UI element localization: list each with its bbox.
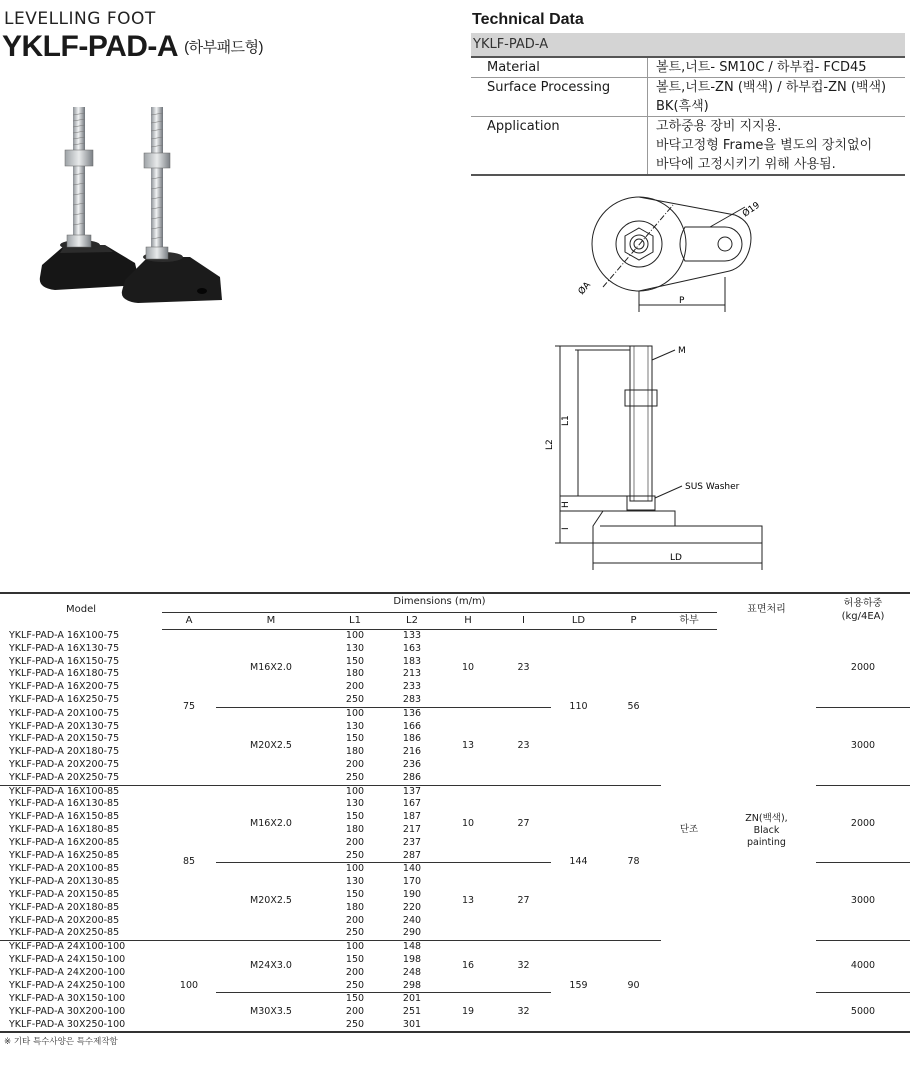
cell-p: 78 bbox=[606, 785, 661, 941]
col-l2: L2 bbox=[384, 613, 440, 630]
cell-l1: 150 bbox=[345, 733, 365, 745]
cell-p: 56 bbox=[606, 630, 661, 786]
td-value-surface: 볼트,너트-ZN (백색) / 하부컵-ZN (백색) BK(흑색) bbox=[648, 78, 906, 117]
cell-l2: 286 bbox=[402, 771, 422, 783]
col-h: H bbox=[440, 613, 496, 630]
dim-ld: LD bbox=[670, 553, 682, 563]
cell-a: 100 bbox=[162, 941, 216, 1032]
cell-l1: 200 bbox=[345, 758, 365, 770]
cell-l2: 213 bbox=[402, 668, 422, 680]
cell-load: 3000 bbox=[850, 895, 876, 907]
table-row bbox=[0, 630, 910, 643]
surface-line: ZN(백색), bbox=[745, 812, 788, 824]
cell-model: YKLF-PAD-A 20X130-85 bbox=[9, 876, 120, 888]
dim-l2: L2 bbox=[545, 439, 555, 450]
cell-model: YKLF-PAD-A 16X200-75 bbox=[9, 681, 120, 693]
cell-i: 23 bbox=[517, 739, 530, 751]
cell-model: YKLF-PAD-A 20X100-75 bbox=[9, 707, 120, 719]
dim-dia-19: Ø19 bbox=[740, 200, 762, 220]
cell-model: YKLF-PAD-A 16X150-85 bbox=[9, 811, 120, 823]
cell-l1: 250 bbox=[345, 927, 365, 939]
cell-i: 23 bbox=[496, 630, 551, 708]
cell-model: YKLF-PAD-A 20X200-75 bbox=[9, 758, 120, 770]
top-view-drawing bbox=[576, 187, 785, 322]
cell-model: YKLF-PAD-A 20X150-85 bbox=[9, 888, 120, 900]
cell-l2: 298 bbox=[384, 980, 440, 993]
cell-l1: 150 bbox=[345, 953, 365, 965]
cell-model: YKLF-PAD-A 20X100-85 bbox=[9, 863, 120, 875]
cell-m: M20X2.5 bbox=[250, 739, 292, 751]
cell-model: YKLF-PAD-A 20X180-85 bbox=[9, 901, 120, 913]
cell-m: M24X3.0 bbox=[216, 941, 326, 993]
cell-i: 32 bbox=[496, 941, 551, 993]
cell-l2: 251 bbox=[402, 1006, 422, 1018]
footnote: ※ 기타 특수사양은 특수제작함 bbox=[4, 1037, 118, 1047]
cell-l1: 200 bbox=[345, 914, 365, 926]
cell-l2: 217 bbox=[402, 823, 422, 835]
technical-data-heading: Technical Data bbox=[472, 11, 584, 28]
cell-l2: 190 bbox=[402, 888, 422, 900]
table-bottom-rule bbox=[0, 1031, 910, 1033]
dimension-table-body bbox=[0, 630, 910, 1032]
cell-l2: 287 bbox=[384, 850, 440, 863]
cell-l1: 150 bbox=[345, 888, 365, 900]
technical-data-model: YKLF-PAD-A bbox=[471, 33, 905, 57]
cell-model: YKLF-PAD-A 16X100-75 bbox=[9, 629, 120, 641]
cell-l2: 301 bbox=[402, 1018, 422, 1030]
cell-l2: 233 bbox=[402, 681, 422, 693]
cell-l2: 216 bbox=[402, 746, 422, 758]
cell-model: YKLF-PAD-A 16X250-75 bbox=[9, 694, 120, 706]
product-photo bbox=[30, 95, 230, 320]
cell-l1: 250 bbox=[326, 980, 384, 993]
col-p: P bbox=[606, 613, 661, 630]
cell-l1: 250 bbox=[345, 771, 365, 783]
col-dimensions: Dimensions (m/m) bbox=[162, 592, 717, 613]
cell-h: 13 bbox=[461, 739, 475, 751]
cell-ld: 144 bbox=[551, 785, 606, 941]
col-i: I bbox=[496, 613, 551, 630]
product-category: LEVELLING FOOT bbox=[4, 9, 156, 29]
cell-l1: 100 bbox=[345, 630, 365, 641]
col-a: A bbox=[162, 613, 216, 630]
cell-ld: 110 bbox=[551, 630, 606, 786]
cell-load: 5000 bbox=[850, 1006, 876, 1018]
cell-h: 10 bbox=[440, 785, 496, 863]
cell-load: 2000 bbox=[816, 630, 910, 708]
cell-m: M20X2.5 bbox=[250, 895, 292, 907]
cell-h: 19 bbox=[461, 1006, 475, 1018]
cell-model: YKLF-PAD-A 30X150-100 bbox=[9, 993, 126, 1005]
cell-l2: 183 bbox=[402, 655, 422, 667]
cell-i: 27 bbox=[496, 785, 551, 863]
cell-l2: 198 bbox=[402, 953, 422, 965]
col-ld: LD bbox=[551, 613, 606, 630]
cell-i: 32 bbox=[517, 1006, 530, 1018]
cell-l1: 180 bbox=[345, 746, 365, 758]
cell-l2: 170 bbox=[402, 876, 422, 888]
cell-h: 10 bbox=[440, 630, 496, 708]
cell-model: YKLF-PAD-A 16X180-85 bbox=[9, 823, 120, 835]
side-view-drawing bbox=[530, 338, 780, 573]
cell-l2: 187 bbox=[402, 811, 422, 823]
td-value-application: 고하중용 장비 지지용. 바닥고정형 Frame을 별도의 장치없이 바닥에 고정시키기 위해 사용됨. bbox=[648, 117, 906, 176]
cell-model: YKLF-PAD-A 24X100-100 bbox=[0, 941, 162, 954]
cell-l2: 290 bbox=[402, 927, 422, 939]
cell-model: YKLF-PAD-A 24X250-100 bbox=[9, 979, 126, 991]
cell-h: 16 bbox=[440, 941, 496, 993]
cell-l1: 180 bbox=[345, 901, 365, 913]
col-bottom: 하부 bbox=[661, 613, 717, 630]
col-l1: L1 bbox=[326, 613, 384, 630]
cell-a: 75 bbox=[162, 630, 216, 786]
dim-m: M bbox=[678, 346, 686, 356]
td-label-application: Application bbox=[471, 117, 648, 176]
dim-i: I bbox=[561, 527, 571, 530]
cell-p: 90 bbox=[606, 941, 661, 1032]
cell-l1: 250 bbox=[326, 694, 384, 707]
cell-l1: 200 bbox=[345, 966, 365, 978]
dim-p: P bbox=[679, 296, 685, 306]
cell-model: YKLF-PAD-A 16X130-75 bbox=[9, 642, 120, 654]
td-label-surface: Surface Processing bbox=[471, 78, 648, 117]
cell-l2: 248 bbox=[402, 966, 422, 978]
cell-l2: 167 bbox=[402, 798, 422, 810]
technical-data-table bbox=[471, 33, 905, 176]
cell-model: YKLF-PAD-A 16X100-85 bbox=[0, 785, 162, 798]
cell-l2: 137 bbox=[384, 785, 440, 798]
cell-l1: 130 bbox=[345, 798, 365, 810]
surface-line: painting bbox=[747, 836, 786, 848]
surface-line: Black bbox=[753, 824, 780, 836]
cell-model: YKLF-PAD-A 20X250-75 bbox=[9, 771, 120, 783]
cell-l1: 130 bbox=[345, 642, 365, 654]
cell-m: M16X2.0 bbox=[216, 630, 326, 708]
cell-ld: 159 bbox=[551, 941, 606, 1032]
cell-l1: 150 bbox=[345, 993, 365, 1005]
cell-h: 13 bbox=[461, 895, 475, 907]
cell-l1: 130 bbox=[345, 876, 365, 888]
cell-m: M30X3.5 bbox=[250, 1006, 292, 1018]
product-type-kr: (하부패드형) bbox=[184, 39, 264, 56]
cell-l1: 250 bbox=[345, 1018, 365, 1030]
col-surface: 표면처리 bbox=[747, 604, 786, 616]
cell-surface bbox=[717, 630, 816, 1032]
cell-a: 85 bbox=[162, 785, 216, 941]
cell-load: 3000 bbox=[850, 739, 876, 751]
cell-l2: 148 bbox=[384, 941, 440, 954]
cell-l1: 130 bbox=[345, 720, 365, 732]
cell-l2: 237 bbox=[402, 836, 422, 848]
product-model: YKLF-PAD-A bbox=[2, 30, 179, 63]
cell-l2: 163 bbox=[402, 642, 422, 654]
cell-m: M16X2.0 bbox=[216, 785, 326, 863]
cell-model: YKLF-PAD-A 16X130-85 bbox=[9, 798, 120, 810]
cell-l2: 283 bbox=[384, 694, 440, 707]
cell-l1: 180 bbox=[345, 668, 365, 680]
cell-l2: 133 bbox=[402, 630, 422, 641]
cell-load: 4000 bbox=[816, 941, 910, 993]
td-value-material: 볼트,너트- SM10C / 하부컵- FCD45 bbox=[648, 57, 906, 78]
cell-model: YKLF-PAD-A 24X200-100 bbox=[9, 966, 126, 978]
cell-model: YKLF-PAD-A 20X130-75 bbox=[9, 720, 120, 732]
cell-l1: 100 bbox=[326, 785, 384, 798]
label-sus-washer: SUS Washer bbox=[685, 482, 740, 492]
cell-l1: 100 bbox=[326, 941, 384, 954]
col-m: M bbox=[216, 613, 326, 630]
dimension-table bbox=[0, 592, 910, 1032]
cell-model: YKLF-PAD-A 20X180-75 bbox=[9, 746, 120, 758]
td-label-material: Material bbox=[471, 57, 648, 78]
cell-model: YKLF-PAD-A 16X180-75 bbox=[9, 668, 120, 680]
cell-l1: 180 bbox=[345, 823, 365, 835]
cell-l1: 200 bbox=[345, 836, 365, 848]
cell-i: 27 bbox=[517, 895, 530, 907]
cell-l1: 200 bbox=[345, 681, 365, 693]
cell-l1: 150 bbox=[345, 811, 365, 823]
cell-l2: 166 bbox=[402, 720, 422, 732]
cell-model: YKLF-PAD-A 20X150-75 bbox=[9, 733, 120, 745]
cell-l1: 150 bbox=[345, 655, 365, 667]
product-title bbox=[2, 30, 263, 64]
cell-model: YKLF-PAD-A 16X250-85 bbox=[9, 849, 120, 861]
cell-l1: 100 bbox=[345, 863, 365, 875]
cell-bottom: 단조 bbox=[679, 824, 699, 836]
col-load: 허용하중 (kg/4EA) bbox=[841, 597, 885, 622]
cell-l2: 201 bbox=[402, 993, 422, 1005]
col-model: Model bbox=[65, 604, 97, 616]
dim-h: H bbox=[561, 501, 571, 508]
cell-l2: 220 bbox=[402, 901, 422, 913]
cell-model: YKLF-PAD-A 24X150-100 bbox=[9, 953, 126, 965]
cell-l1: 250 bbox=[326, 850, 384, 863]
cell-l2: 240 bbox=[402, 914, 422, 926]
cell-model: YKLF-PAD-A 16X200-85 bbox=[9, 836, 120, 848]
dim-dia-a: ØA bbox=[576, 280, 593, 297]
cell-model: YKLF-PAD-A 30X200-100 bbox=[9, 1006, 126, 1018]
cell-model: YKLF-PAD-A 30X250-100 bbox=[9, 1018, 126, 1030]
cell-model: YKLF-PAD-A 20X250-85 bbox=[9, 927, 120, 939]
cell-model: YKLF-PAD-A 20X200-85 bbox=[9, 914, 120, 926]
dim-l1: L1 bbox=[561, 415, 571, 426]
cell-l1: 200 bbox=[345, 1006, 365, 1018]
cell-l2: 140 bbox=[402, 863, 422, 875]
cell-model: YKLF-PAD-A 16X150-75 bbox=[9, 655, 120, 667]
cell-l2: 136 bbox=[402, 707, 422, 719]
cell-l2: 186 bbox=[402, 733, 422, 745]
cell-l1: 100 bbox=[345, 707, 365, 719]
cell-load: 2000 bbox=[816, 785, 910, 863]
cell-l2: 236 bbox=[402, 758, 422, 770]
